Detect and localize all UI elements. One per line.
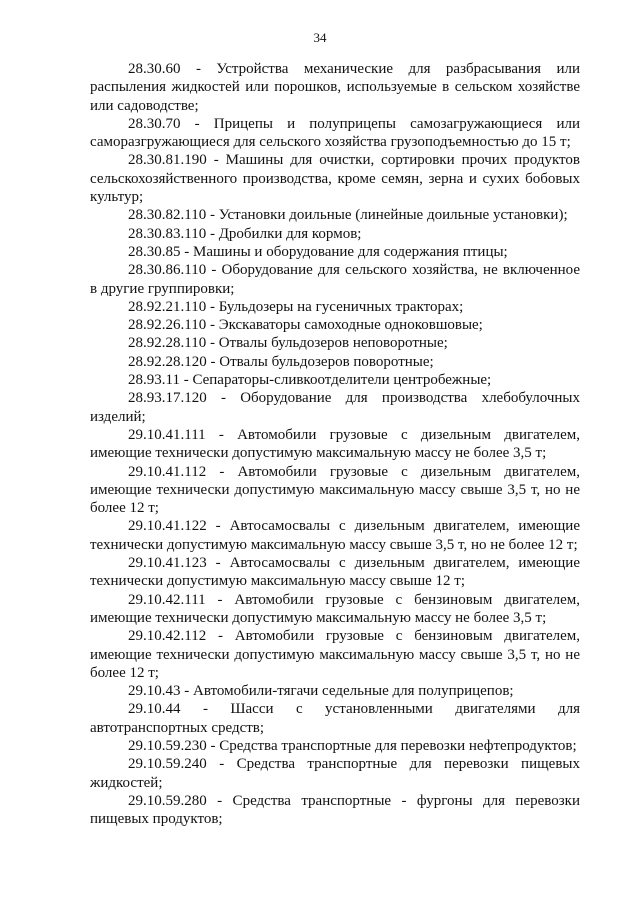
list-item: 28.92.26.110 - Экскаваторы самоходные одноковшовые; xyxy=(128,317,483,334)
list-item: 29.10.59.230 - Средства транспортные для перевозки нефтепродуктов; xyxy=(128,737,577,754)
list-item: 29.10.43 - Автомобили-тягачи седельные для полуприцепов; xyxy=(128,683,514,700)
list-item: 29.10.41.122 - Автосамосвалы с дизельным двигателем, имеющие технически допустимую максимальную массу свыше 3,5 т, но не более 12 т; xyxy=(90,518,580,553)
list-item: 29.10.59.240 - Средства транспортные для перевозки пищевых жидкостей; xyxy=(90,756,580,791)
list-item: 29.10.42.112 - Автомобили грузовые с бензиновым двигателем, имеющие технически допустимую максимальную массу свыше 3,5 т, но не более 12 т; xyxy=(90,628,580,681)
list-item: 28.93.17.120 - Оборудование для производства хлебобулочных изделий; xyxy=(90,390,580,425)
list-item: 28.30.81.190 - Машины для очистки, сортировки прочих продуктов сельскохозяйственного производства, кроме семян, зерна и сухих бобовых культур; xyxy=(90,152,580,206)
list-item: 28.30.85 - Машины и оборудование для содержания птицы; xyxy=(128,243,508,260)
list-item: 28.92.28.120 - Отвалы бульдозеров поворотные; xyxy=(128,353,434,370)
list-item: 28.30.83.110 - Дробилки для кормов; xyxy=(128,225,362,242)
list-item: 29.10.41.123 - Автосамосвалы с дизельным двигателем, имеющие технически допустимую максимальную массу свыше 12 т; xyxy=(90,555,580,590)
list-item: 29.10.42.111 - Автомобили грузовые с бензиновым двигателем, имеющие технически допустимую максимальную массу не более 3,5 т; xyxy=(90,591,580,626)
document-body xyxy=(90,60,580,828)
list-item: 28.30.60 - Устройства механические для разбрасывания или распыления жидкостей или порошков, используемые в сельском хозяйстве или садоводстве; xyxy=(90,61,580,114)
list-item: 29.10.41.111 - Автомобили грузовые с дизельным двигателем, имеющие технически допустимую максимальную массу не более 3,5 т; xyxy=(90,426,580,462)
list-item: 29.10.59.280 - Средства транспортные - фургоны для перевозки пищевых продуктов; xyxy=(90,792,580,828)
list-item: 29.10.41.112 - Автомобили грузовые с дизельным двигателем, имеющие технически допустимую максимальную массу свыше 3,5 т, но не более 12 т; xyxy=(90,463,580,517)
list-item: 28.92.28.110 - Отвалы бульдозеров неповоротные; xyxy=(128,335,448,352)
page-number: 34 xyxy=(313,30,327,45)
list-item: 29.10.44 - Шасси с установленными двигателями для автотранспортных средств; xyxy=(90,701,580,736)
list-item: 28.92.21.110 - Бульдозеры на гусеничных тракторах; xyxy=(128,298,464,315)
list-item: 28.30.86.110 - Оборудование для сельского хозяйства, не включенное в другие группировки; xyxy=(90,262,580,297)
list-item: 28.30.82.110 - Установки доильные (линейные доильные установки); xyxy=(128,207,568,224)
list-item: 28.30.70 - Прицепы и полуприцепы самозагружающиеся или саморазгружающиеся для сельского хозяйства грузоподъемностью до 15 т; xyxy=(90,115,580,151)
list-item: 28.93.11 - Сепараторы-сливкоотделители центробежные; xyxy=(128,372,492,389)
